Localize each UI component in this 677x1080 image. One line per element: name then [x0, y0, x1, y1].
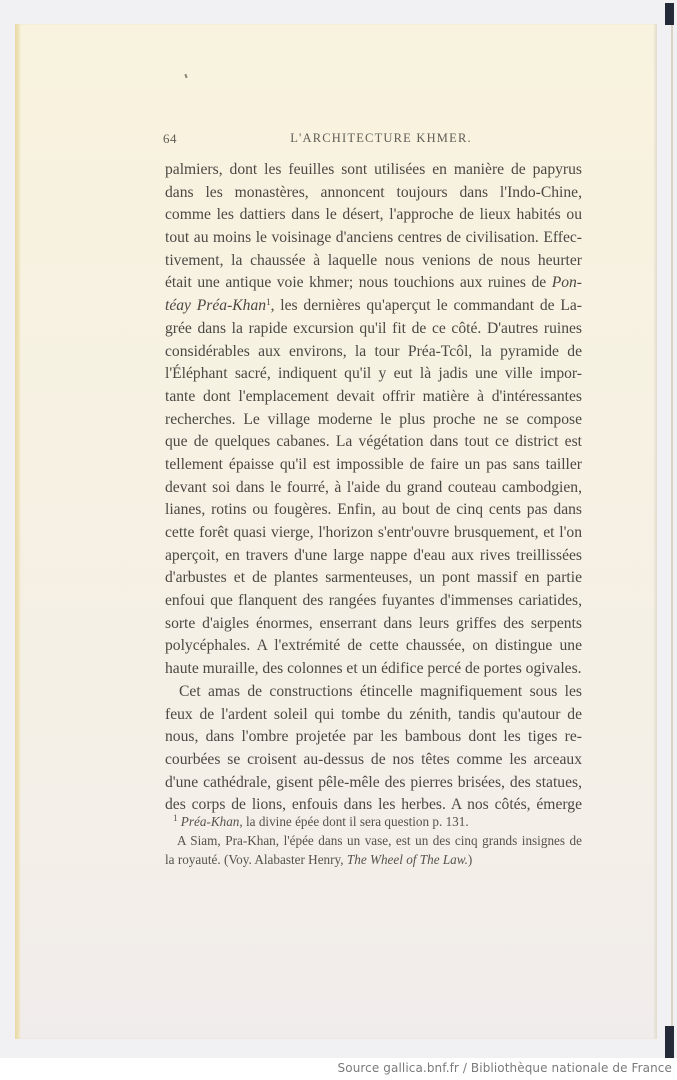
body-line [165, 590, 582, 613]
body-line [165, 227, 582, 250]
page-spine-edge [671, 24, 673, 1027]
text-run: , les dernières qu'aperçut le commandant de La- [270, 297, 583, 315]
body-line [165, 772, 582, 795]
text-run: que de quelques cabanes. La végétation dans tout ce district est [165, 433, 582, 451]
text-run: était une antique voie khmer; nous touchions aux ruines de [165, 274, 552, 292]
page-header [163, 131, 583, 149]
text-run: d'arbustes et de plantes sarmenteuses, un pont massif en partie [165, 569, 582, 587]
text-run: A Siam, Pra-Khan, l'épée dans un vase, est un des cinq grands insignes de [177, 833, 582, 849]
text-run: feux de l'ardent soleil qui tombe du zénith, tandis qu'autour de [165, 705, 582, 723]
text-run: nous, dans l'ombre projetée par les bambous dont les tiges re- [165, 728, 582, 746]
footnote-line [165, 812, 582, 831]
text-run: l'Éléphant sacré, indiquent qu'il y eut là jadis une ville impor- [165, 365, 582, 383]
body-line [165, 681, 582, 704]
text-run: haute muraille, des colonnes et un édifice percé de portes ogivales. [165, 660, 582, 678]
body-line [165, 704, 582, 727]
text-run: dans les monastères, annoncent toujours dans l'Indo-Chine, [165, 183, 582, 201]
italic-text: Pon- [551, 274, 582, 292]
text-run: polycéphales. A l'extrémité de cette chaussée, on distingue une [165, 637, 582, 655]
text-run: lianes, rotins ou fougères. Enfin, au bout de cinq cents pas dans [165, 501, 582, 519]
body-text [165, 159, 582, 817]
text-run: cette forêt quasi vierge, l'horizon s'entr'ouvre brusquement, et l'on [165, 524, 582, 541]
body-line [165, 749, 582, 772]
italic-text: téay Préa-Khan [165, 297, 267, 315]
body-line [165, 499, 582, 522]
footnotes [165, 812, 582, 870]
body-line [165, 454, 582, 477]
body-line [165, 613, 582, 636]
text-run: , la divine épée dont il sera question p. 131. [239, 814, 469, 829]
body-line [165, 522, 582, 545]
italic-text: The Wheel of The Law. [346, 852, 468, 868]
text-run: la royauté. (Voy. Alabaster Henry, [165, 852, 347, 868]
text-run: ) [467, 852, 473, 868]
page-number: 64 [163, 131, 177, 146]
text-run: enfoui que flanquent des rangées fuyantes d'immenses cariatides, [165, 592, 582, 610]
body-line [165, 726, 582, 749]
text-run: courbées se croisent au-dessus de nos têtes comme les arceaux [165, 750, 582, 768]
text-run: devant soi dans le fourré, à l'aide du grand couteau cambodgien, [165, 478, 582, 496]
spine-marker-bottom [665, 1026, 674, 1058]
text-run: tante dont l'emplacement devait offrir matière à d'intéressantes [165, 387, 582, 405]
body-line [165, 272, 582, 295]
text-run: des corps de lions, enfouis dans les herbes. A nos côtés, émerge [165, 796, 582, 814]
source-attribution: Source gallica.bnf.fr / Bibliothèque nationale de France [337, 1061, 672, 1075]
body-line [165, 635, 582, 658]
body-line [165, 250, 582, 273]
text-run: comme les dattiers dans le désert, l'approche de lieux habités ou [165, 206, 582, 224]
page-edge [653, 24, 657, 1039]
body-line [165, 567, 582, 590]
text-run: d'une cathédrale, gisent pêle-mêle des pierres brisées, des statues, [165, 773, 582, 791]
footnote-marker: 1 [266, 297, 271, 308]
footnote-line [165, 831, 582, 850]
body-line [165, 341, 582, 364]
text-run: Cet amas de constructions étincelle magnifiquement sous les [179, 682, 582, 700]
italic-text: Préa-Khan [180, 814, 240, 829]
body-line [165, 318, 582, 341]
body-line [165, 658, 582, 681]
body-line [165, 295, 582, 318]
body-line [165, 545, 582, 568]
body-line [165, 159, 582, 182]
body-line [165, 182, 582, 205]
text-run: recherches. Le village moderne le plus proche ne se compose [165, 410, 582, 428]
body-line [165, 431, 582, 454]
body-line [165, 477, 582, 500]
body-line [165, 409, 582, 432]
text-run: sorte d'aigles énormes, enserrant dans leurs griffes des serpents [165, 614, 582, 632]
footnote-marker: 1 [173, 813, 178, 823]
running-title: L'ARCHITECTURE KHMER. [290, 131, 472, 145]
body-line [165, 363, 582, 386]
text-run: palmiers, dont les feuilles sont utilisées en manière de papyrus [165, 161, 582, 178]
text-run: grée dans la rapide excursion qu'il fit de ce côté. D'autres ruines [165, 319, 582, 337]
spine-marker-top [665, 3, 674, 25]
text-run: tellement épaisse qu'il est impossible de faire un pas sans tailler [165, 455, 582, 473]
footnote-line [165, 850, 582, 869]
text-run: aperçoit, en travers d'une large nappe d'eau aux rives treillissées [165, 546, 582, 564]
text-run: considérables aux environs, la tour Préa-Tcôl, la pyramide de [165, 342, 582, 360]
body-line [165, 204, 582, 227]
body-line [165, 386, 582, 409]
text-run: tout au moins le voisinage d'anciens centres de civilisation. Effec- [165, 229, 582, 247]
text-run: tivement, la chaussée à laquelle nous venions de nous heurter [165, 251, 582, 269]
